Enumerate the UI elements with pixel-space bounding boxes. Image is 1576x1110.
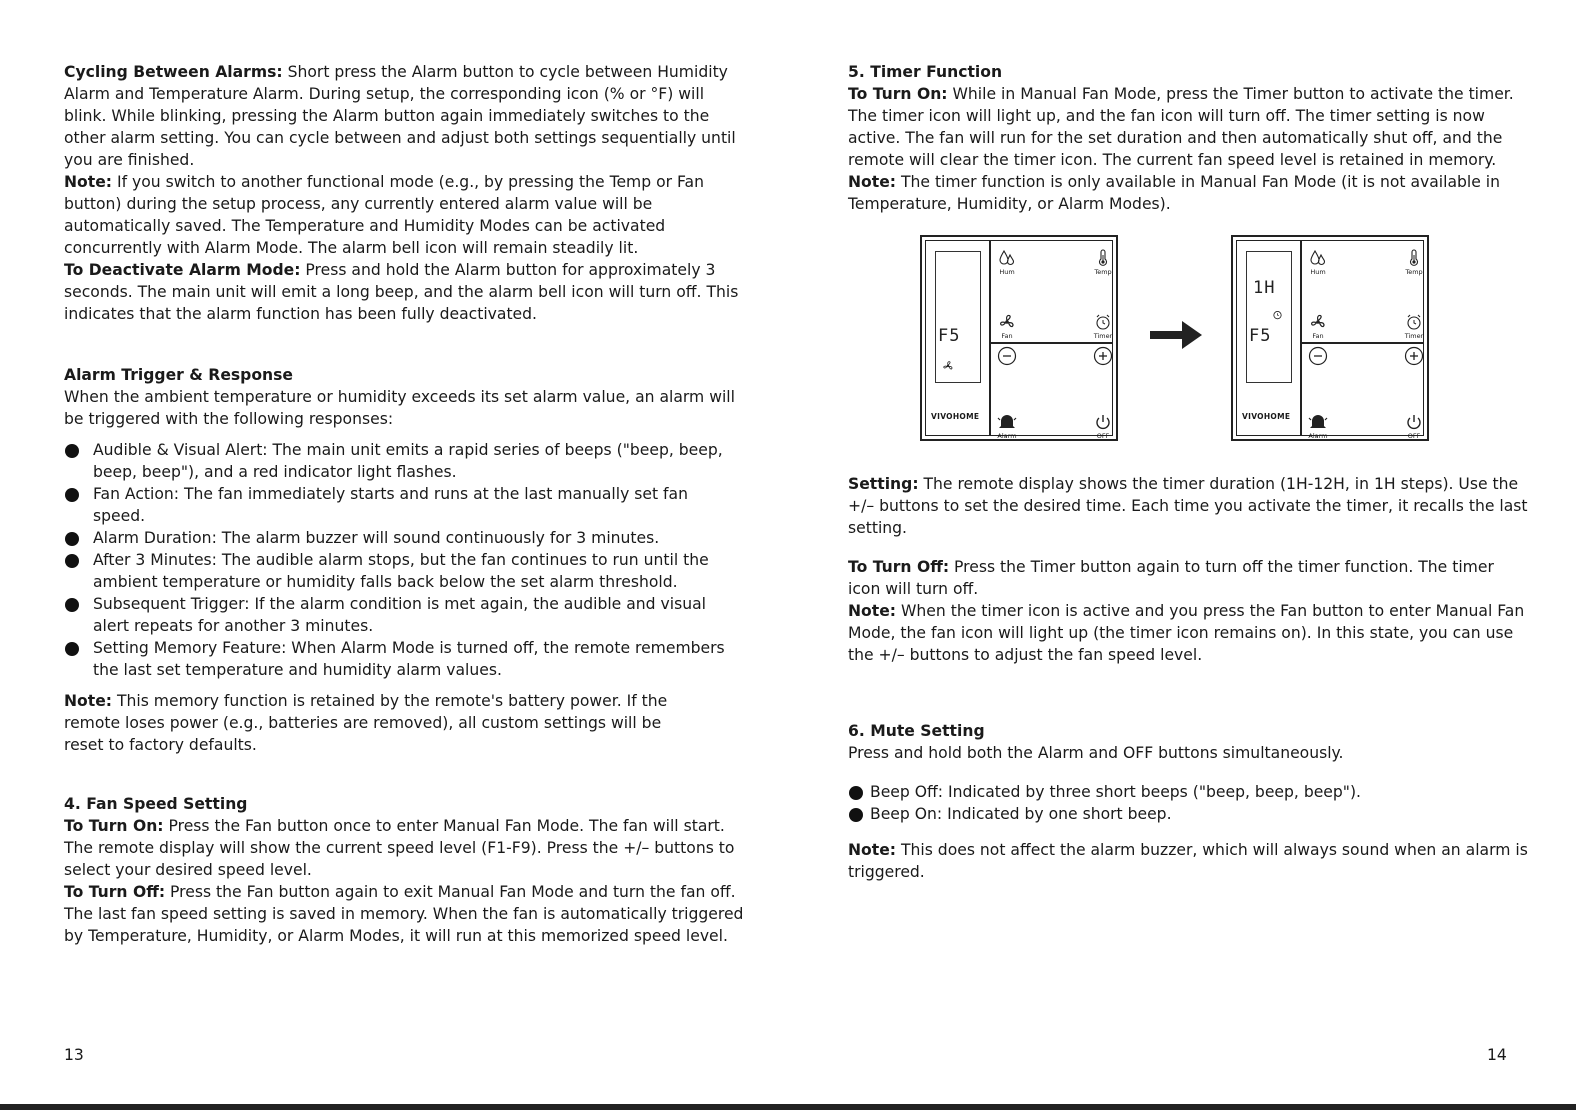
plus-button [1088, 346, 1118, 366]
off-label: OFF [1096, 432, 1110, 440]
minus-button [992, 346, 1022, 366]
thermometer-icon [1094, 249, 1112, 267]
timer-off-text: Press the Timer button again to turn off the timer function. The timer icon will turn off. [848, 558, 1494, 598]
fan-button [992, 313, 1022, 340]
display-timer-hours: 1H [1253, 278, 1276, 298]
timer-on-paragraph [848, 83, 1528, 171]
brand-logo: VIVOHOME [1242, 412, 1291, 421]
list-item: After 3 Minutes: The audible alarm stops, but the fan continues to run until the ambient temperature or humidity falls back below the set alarm threshold. [64, 549, 744, 593]
remote-display [1246, 251, 1292, 383]
fan-on-text: Press the Fan button once to enter Manual Fan Mode. The fan will start. The remote display will show the current speed level (F1-F9). Press the +/– buttons to select your desired speed level. [64, 817, 735, 879]
page-number-right: 14 [1487, 1046, 1507, 1064]
hum-button [992, 249, 1022, 276]
power-icon [1405, 413, 1423, 431]
cycling-title: Cycling Between Alarms: [64, 63, 283, 81]
timer-label: Timer [1404, 332, 1424, 340]
fan-speed-heading: 4. Fan Speed Setting [64, 795, 248, 813]
humidity-icon [1309, 249, 1327, 267]
power-icon [1094, 413, 1112, 431]
list-item: Setting Memory Feature: When Alarm Mode is turned off, the remote remembers the last set temperature and humidity alarm values. [64, 637, 744, 681]
list-item: Subsequent Trigger: If the alarm condition is met again, the audible and visual alert repeats for another 3 minutes. [64, 593, 744, 637]
setting-title: Setting: [848, 475, 919, 493]
alarm-bell-icon [1308, 413, 1328, 431]
plus-icon [1404, 346, 1424, 366]
list-item: Audible & Visual Alert: The main unit emits a rapid series of beeps ("beep, beep, beep, beep"), and a red indicator light flashes. [64, 439, 744, 483]
timer-button [1399, 313, 1429, 340]
note-label: Note: [848, 173, 897, 191]
timer-note-paragraph [848, 171, 1528, 215]
note-label: Note: [848, 602, 897, 620]
timer-diagram [848, 235, 1528, 451]
timer-on-text: While in Manual Fan Mode, press the Timer button to activate the timer. The timer icon will light up, and the fan icon will turn off. The timer setting is now active. The fan will run for the set duration and then automatically shut off, and the remote will clear the timer icon. The current fan speed level is retained in memory. [848, 85, 1514, 169]
note-label: Note: [848, 841, 897, 859]
setting-text: The remote display shows the timer duration (1H-12H, in 1H steps). Use the +/– buttons to set the desired time. Each time you activate the timer, it recalls the last setting. [848, 475, 1528, 537]
plus-icon [1093, 346, 1113, 366]
fan-off-paragraph [64, 881, 744, 947]
remote-after [1231, 235, 1429, 441]
remote-before [920, 235, 1118, 441]
timer-icon [1094, 313, 1112, 331]
alarm-trigger-heading: Alarm Trigger & Response [64, 366, 294, 384]
timer-icon [1405, 313, 1423, 331]
deactivate-title: To Deactivate Alarm Mode: [64, 261, 301, 279]
page-number-left: 13 [64, 1046, 84, 1064]
fan-button [1303, 313, 1333, 340]
fan-icon [942, 360, 954, 372]
mute-list [848, 781, 1528, 825]
note-text: If you switch to another functional mode (e.g., by pressing the Temp or Fan button) during the setup process, any currently entered alarm value will be automatically saved. The Temperature and Humidity Modes can be activated concurrently with Alarm Mode. The alarm bell icon will remain steadily lit. [64, 173, 704, 257]
note-text: This does not affect the alarm buzzer, which will always sound when an alarm is triggered. [848, 841, 1528, 881]
fan-off-title: To Turn Off: [64, 883, 166, 901]
setting-paragraph [848, 473, 1528, 539]
off-label: OFF [1407, 432, 1421, 440]
deactivate-paragraph [64, 259, 744, 325]
temp-button [1088, 249, 1118, 276]
hum-button [1303, 249, 1333, 276]
list-item: Alarm Duration: The alarm buzzer will sound continuously for 3 minutes. [64, 527, 744, 549]
temp-label: Temp [1405, 268, 1423, 276]
display-fan-level: F5 [1249, 326, 1272, 346]
timer-heading: 5. Timer Function [848, 63, 1003, 81]
note-paragraph [64, 171, 744, 259]
hum-label: Hum [1310, 268, 1326, 276]
note-label: Note: [64, 173, 113, 191]
mute-heading: 6. Mute Setting [848, 722, 985, 740]
alarm-button [1303, 413, 1333, 440]
alarm-bell-icon [997, 413, 1017, 431]
alarm-label: Alarm [997, 432, 1017, 440]
temp-label: Temp [1094, 268, 1112, 276]
alarm-response-list [64, 439, 744, 681]
note-label: Note: [64, 692, 113, 710]
off-button [1399, 413, 1429, 440]
mute-note-paragraph [848, 839, 1528, 883]
note-text: This memory function is retained by the remote's battery power. If the remote loses power (e.g., batteries are removed), all custom settings will be reset to factory defaults. [64, 692, 668, 754]
remote-display [935, 251, 981, 383]
hum-label: Hum [999, 268, 1015, 276]
deactivate-text: Press and hold the Alarm button for approximately 3 seconds. The main unit will emit a long beep, and the alarm bell icon will turn off. This indicates that the alarm function has been fully deactivated. [64, 261, 739, 323]
timer-label: Timer [1093, 332, 1113, 340]
timer-icon [1272, 309, 1283, 320]
temp-button [1399, 249, 1429, 276]
plus-button [1399, 346, 1429, 366]
right-page-content [848, 61, 1528, 883]
note-text: When the timer icon is active and you press the Fan button to enter Manual Fan Mode, the fan icon will light up (the timer icon remains on). In this state, you can use the +/– buttons to adjust the fan speed level. [848, 602, 1525, 664]
list-item: Fan Action: The fan immediately starts and runs at the last manually set fan speed. [64, 483, 744, 527]
off-button [1088, 413, 1118, 440]
timer-button [1088, 313, 1118, 340]
fan-on-title: To Turn On: [64, 817, 164, 835]
fan-label: Fan [1001, 332, 1013, 340]
fan-label: Fan [1312, 332, 1324, 340]
minus-button [1303, 346, 1333, 366]
cycling-text: Short press the Alarm button to cycle between Humidity Alarm and Temperature Alarm. During setup, the corresponding icon (% or °F) will blink. While blinking, pressing the Alarm button again immediately switches to the other alarm setting. You can cycle between and adjust both settings sequentially until you are finished. [64, 63, 736, 169]
fan-icon [1309, 313, 1327, 331]
minus-icon [1308, 346, 1328, 366]
alarm-trigger-intro: When the ambient temperature or humidity exceeds its set alarm value, an alarm will be triggered with the following responses: [64, 388, 735, 428]
fan-off-text: Press the Fan button again to exit Manual Fan Mode and turn the fan off. The last fan speed setting is saved in memory. When the fan is automatically triggered by Temperature, Humidity, or Alarm Modes, it will run at this memorized speed level. [64, 883, 744, 945]
timer-off-title: To Turn Off: [848, 558, 950, 576]
timer-on-title: To Turn On: [848, 85, 948, 103]
display-fan-level: F5 [938, 326, 961, 346]
minus-icon [997, 346, 1017, 366]
thermometer-icon [1405, 249, 1423, 267]
arrow-right-icon [1150, 321, 1202, 349]
cycling-paragraph [64, 61, 744, 171]
brand-logo: VIVOHOME [931, 412, 980, 421]
list-item: Beep On: Indicated by one short beep. [848, 803, 1528, 825]
alarm-button [992, 413, 1022, 440]
fan-on-paragraph [64, 815, 744, 881]
left-page-content [64, 61, 744, 947]
fan-icon [998, 313, 1016, 331]
list-item: Beep Off: Indicated by three short beeps ("beep, beep, beep"). [848, 781, 1528, 803]
mute-intro: Press and hold both the Alarm and OFF buttons simultaneously. [848, 744, 1344, 762]
alarm-label: Alarm [1308, 432, 1328, 440]
timer-off-paragraph [848, 556, 1528, 600]
humidity-icon [998, 249, 1016, 267]
timer-fan-note-paragraph [848, 600, 1528, 666]
memory-note-paragraph [64, 690, 674, 756]
bottom-divider [0, 1104, 1576, 1110]
note-text: The timer function is only available in Manual Fan Mode (it is not available in Temperature, Humidity, or Alarm Modes). [848, 173, 1501, 213]
